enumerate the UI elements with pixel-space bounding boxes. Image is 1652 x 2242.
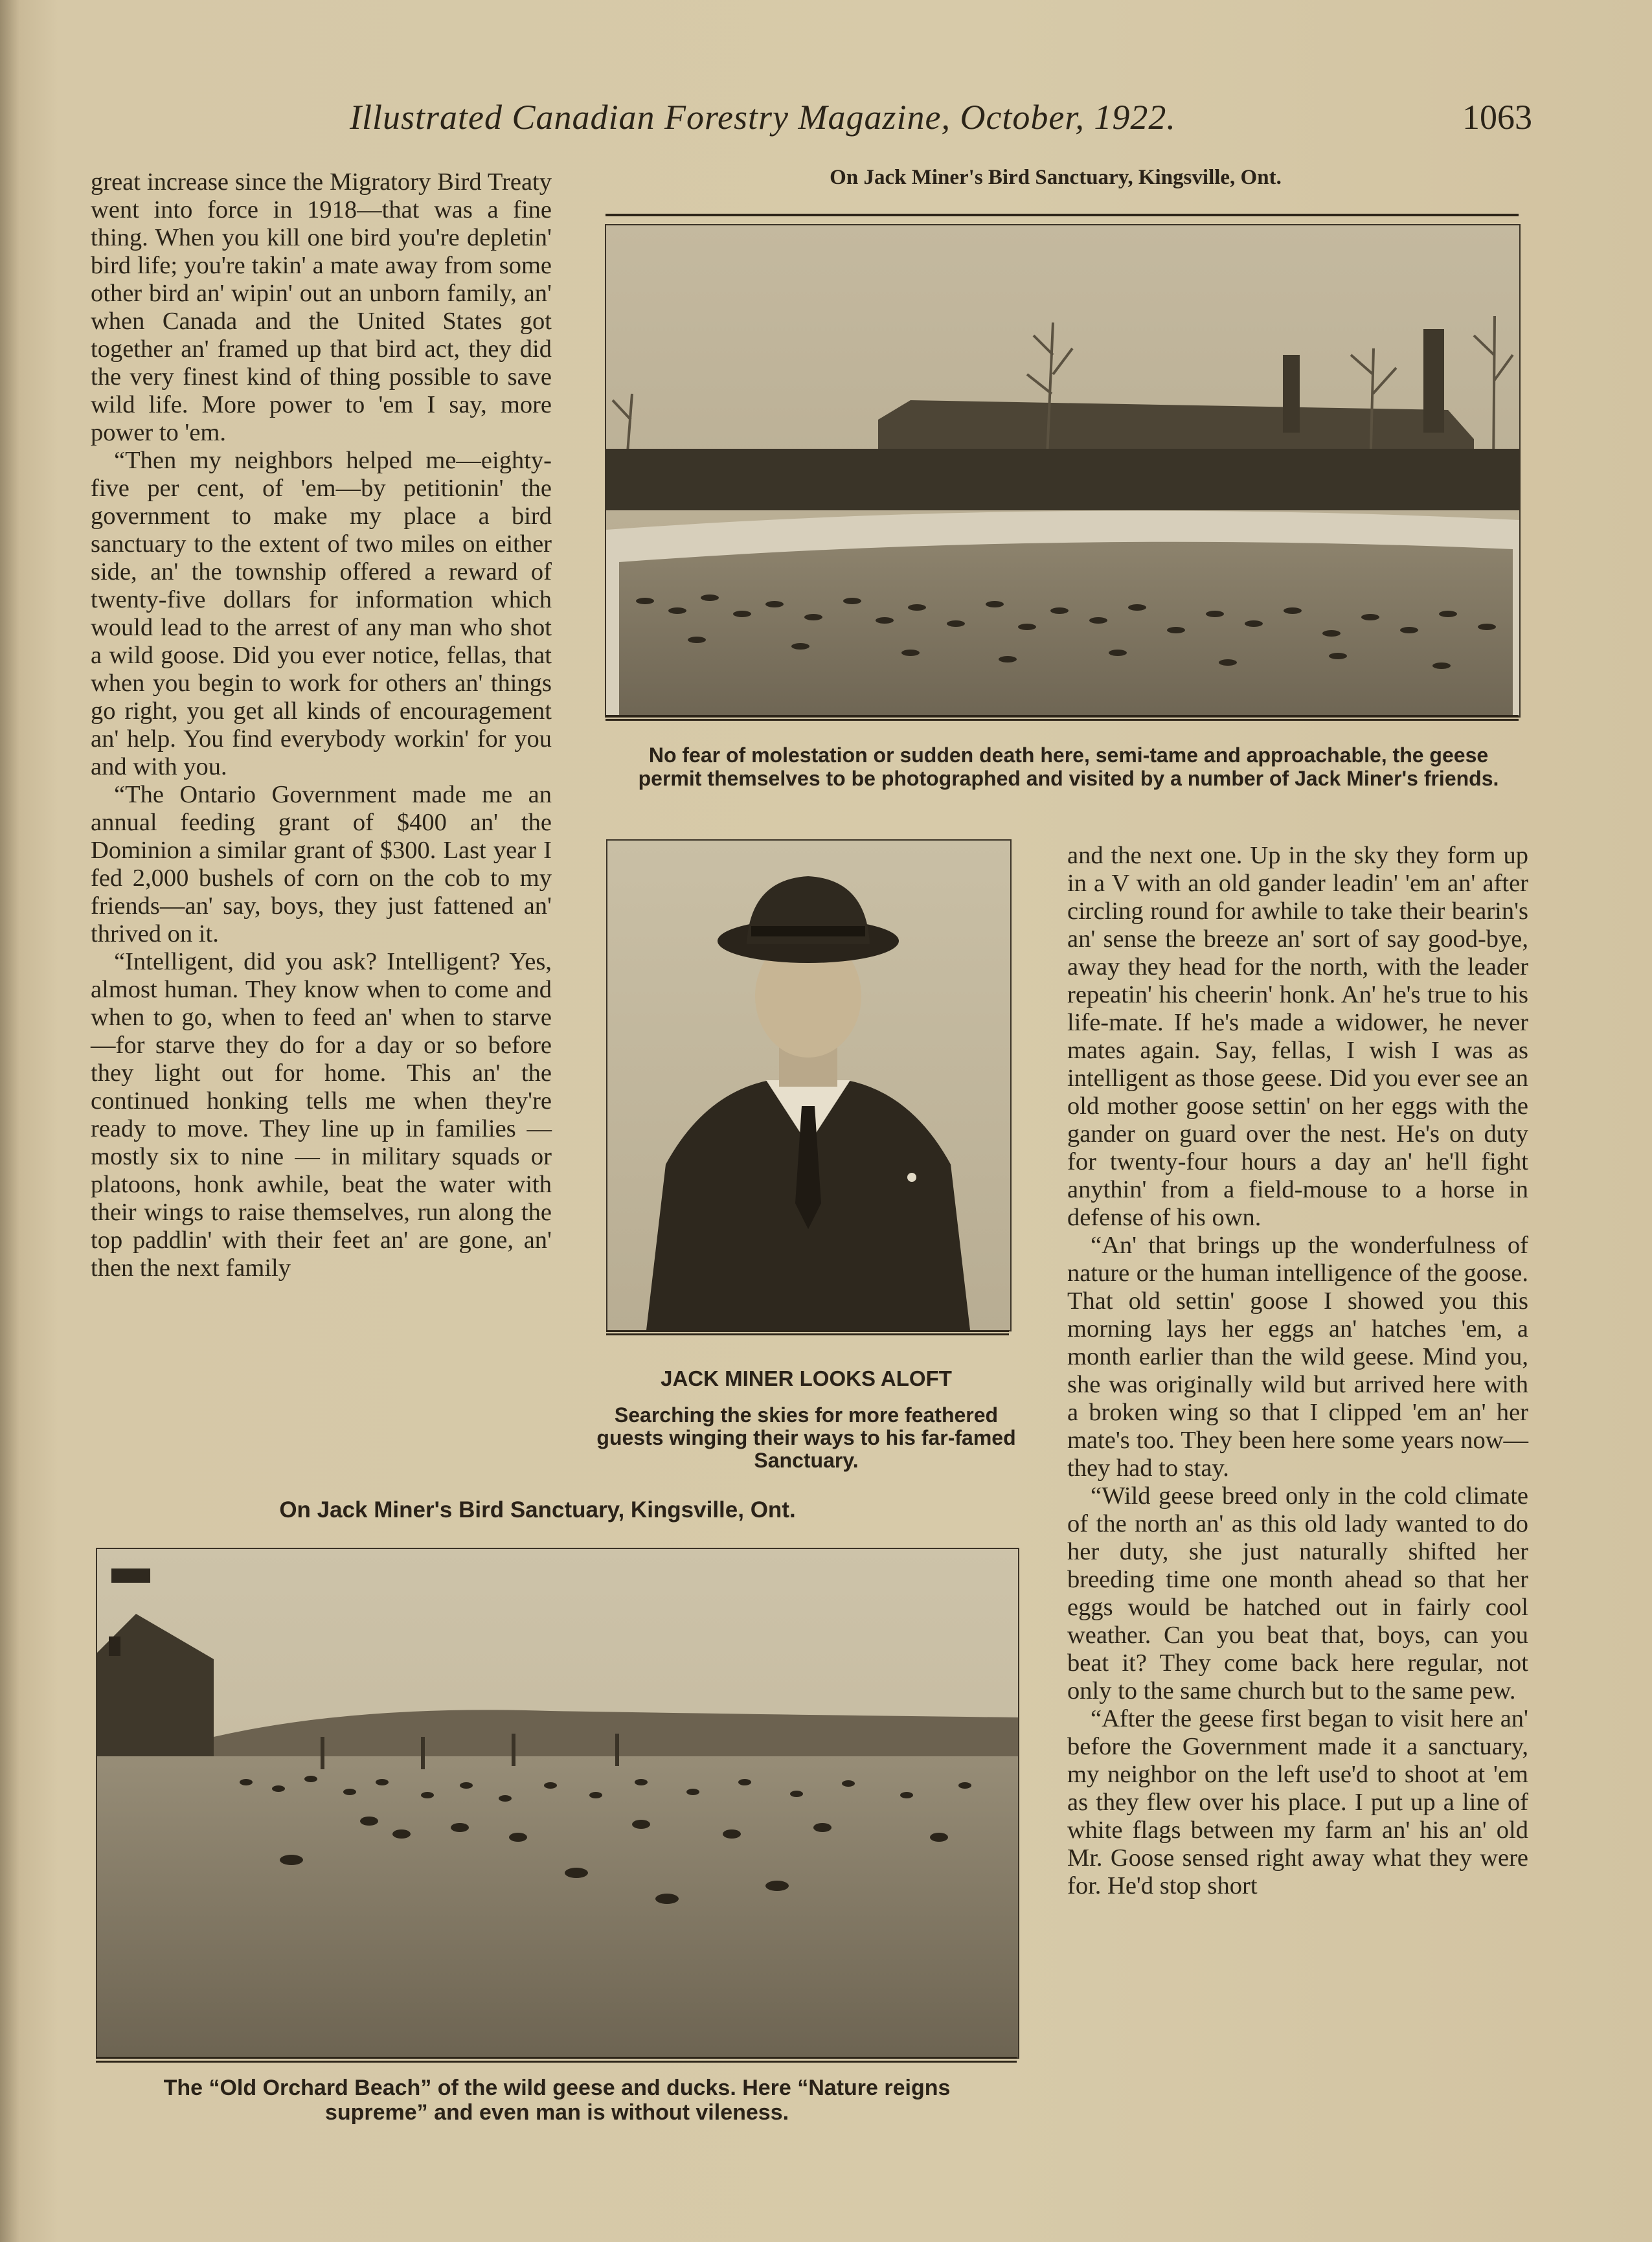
running-title: Illustrated Canadian Forestry Magazine, October, 1922. [350,98,1176,137]
jack-miner-portrait-photo [606,839,1012,1331]
top-figure-rule [605,214,1519,216]
top-figure-caption: No fear of molestation or sudden death here, semi-tame and approachable, the geese permit themselves to be photographed and visited by a number of Jack Miner's friends. [638,743,1499,790]
page-number: 1063 [1462,98,1532,137]
paragraph: “An' that brings up the wonderfulness of nature or the human intelligence of the goose. That old settin' goose I showed you this morning lays her eggs an' hatches 'em, a month earlier than the wild geese. Mind you, she was originally wild but arrived here with a broken wing so that I clipped 'em an' her mate's too. They been here some years now—they had to stay. [1067,1232,1528,1482]
pond-geese-photo [605,224,1521,718]
portrait-rule [606,1330,1009,1335]
portrait-title: JACK MINER LOOKS ALOFT [661,1366,952,1390]
paragraph: great increase since the Migratory Bird Treaty went into force in 1918—that was a fine thing. When you kill one bird you're depletin' bird life; you're takin' a mate away from some other bird an' wipin' out an unborn family, an' when Canada and the United States got together an' framed up that bird act, they did the very finest kind of thing possible to save wild life. More power to 'em I say, more power to 'em. [91,168,552,446]
left-column [91,168,552,1282]
paragraph: and the next one. Up in the sky they form up in a V with an old gander leadin' 'em an' after circling round for awhile to take their bearin's an' sense the breeze an' sort of say good-bye, away they head for the north, with the leader repeatin' his cheerin' honk. An' he's true to his life-mate. If he's made a widower, he never mates again. Say, fellas, I wish I was as intelligent as those geese. Did you ever see an old mother goose settin' on her eggs with the gander on guard over the nest. He's on duty for twenty-four hours a day an' he'll fight anythin' from a field-mouse to a horse in defense of his own. [1067,842,1528,1231]
paragraph: “After the geese first began to visit here an' before the Government made it a sanctuary, my neighbor on the left use'd to shoot at 'em as they flew over his place. I put up a line of white flags between my farm an' his an' old Mr. Goose sensed right away what they were for. He'd stop short [1067,1705,1528,1899]
paragraph: “The Ontario Government made me an annual feeding grant of $400 an' the Dominion a similar grant of $300. Last year I fed 2,000 bushels of corn on the cob to my friends—an' say, boys, they just fattened an' thrived on it. [91,781,552,947]
paragraph: “Then my neighbors helped me—eighty-five per cent, of 'em—by petitionin' the government to make my place a bird sanctuary to the extent of two miles on either side, an' the township offered a reward of twenty-five dollars for information which would lead to the arrest of any man who shot a wild goose. Did you ever notice, fellas, that when you begin to work for others an' things go right, you get all kinds of encouragement an' help. You find everybody workin' for you and with you. [91,447,552,780]
bottom-photo-rule [96,2057,1017,2063]
top-photo-rule [605,715,1519,721]
bottom-figure-caption: The “Old Orchard Beach” of the wild geese and ducks. Here “Nature reigns supreme” and even man is without vileness. [163,2076,951,2125]
bottom-figure-heading: On Jack Miner's Bird Sanctuary, Kingsville, Ont. [279,1497,796,1523]
paragraph: “Intelligent, did you ask? Intelligent? Yes, almost human. They know when to come and when to go, when to feed an' when to starve—for starve they do for a day or so before they light out for home. This an' the continued honking tells me when they're ready to move. They line up in families — mostly six to nine — in military squads or platoons, honk awhile, beat the water with their wings to raise themselves, run along the top paddlin' with their feet an' are gone, an' then the next family [91,948,552,1282]
paragraph: “Wild geese breed only in the cold climate of the north an' as this old lady wanted to do her duty, she just naturally shifted her breeding time one month ahead so that her eggs would be hatched out in fairly cool weather. Can you beat that, boys, can you beat it? They come back here regular, not only to the same church but to the same pew. [1067,1482,1528,1704]
right-column [1067,842,1528,1900]
top-figure-heading: On Jack Miner's Bird Sanctuary, Kingsville, Ont. [830,166,1282,189]
portrait-caption: Searching the skies for more feathered guests winging their ways to his far-famed Sanctuary. [596,1403,1016,1472]
field-geese-photo [96,1548,1019,2059]
